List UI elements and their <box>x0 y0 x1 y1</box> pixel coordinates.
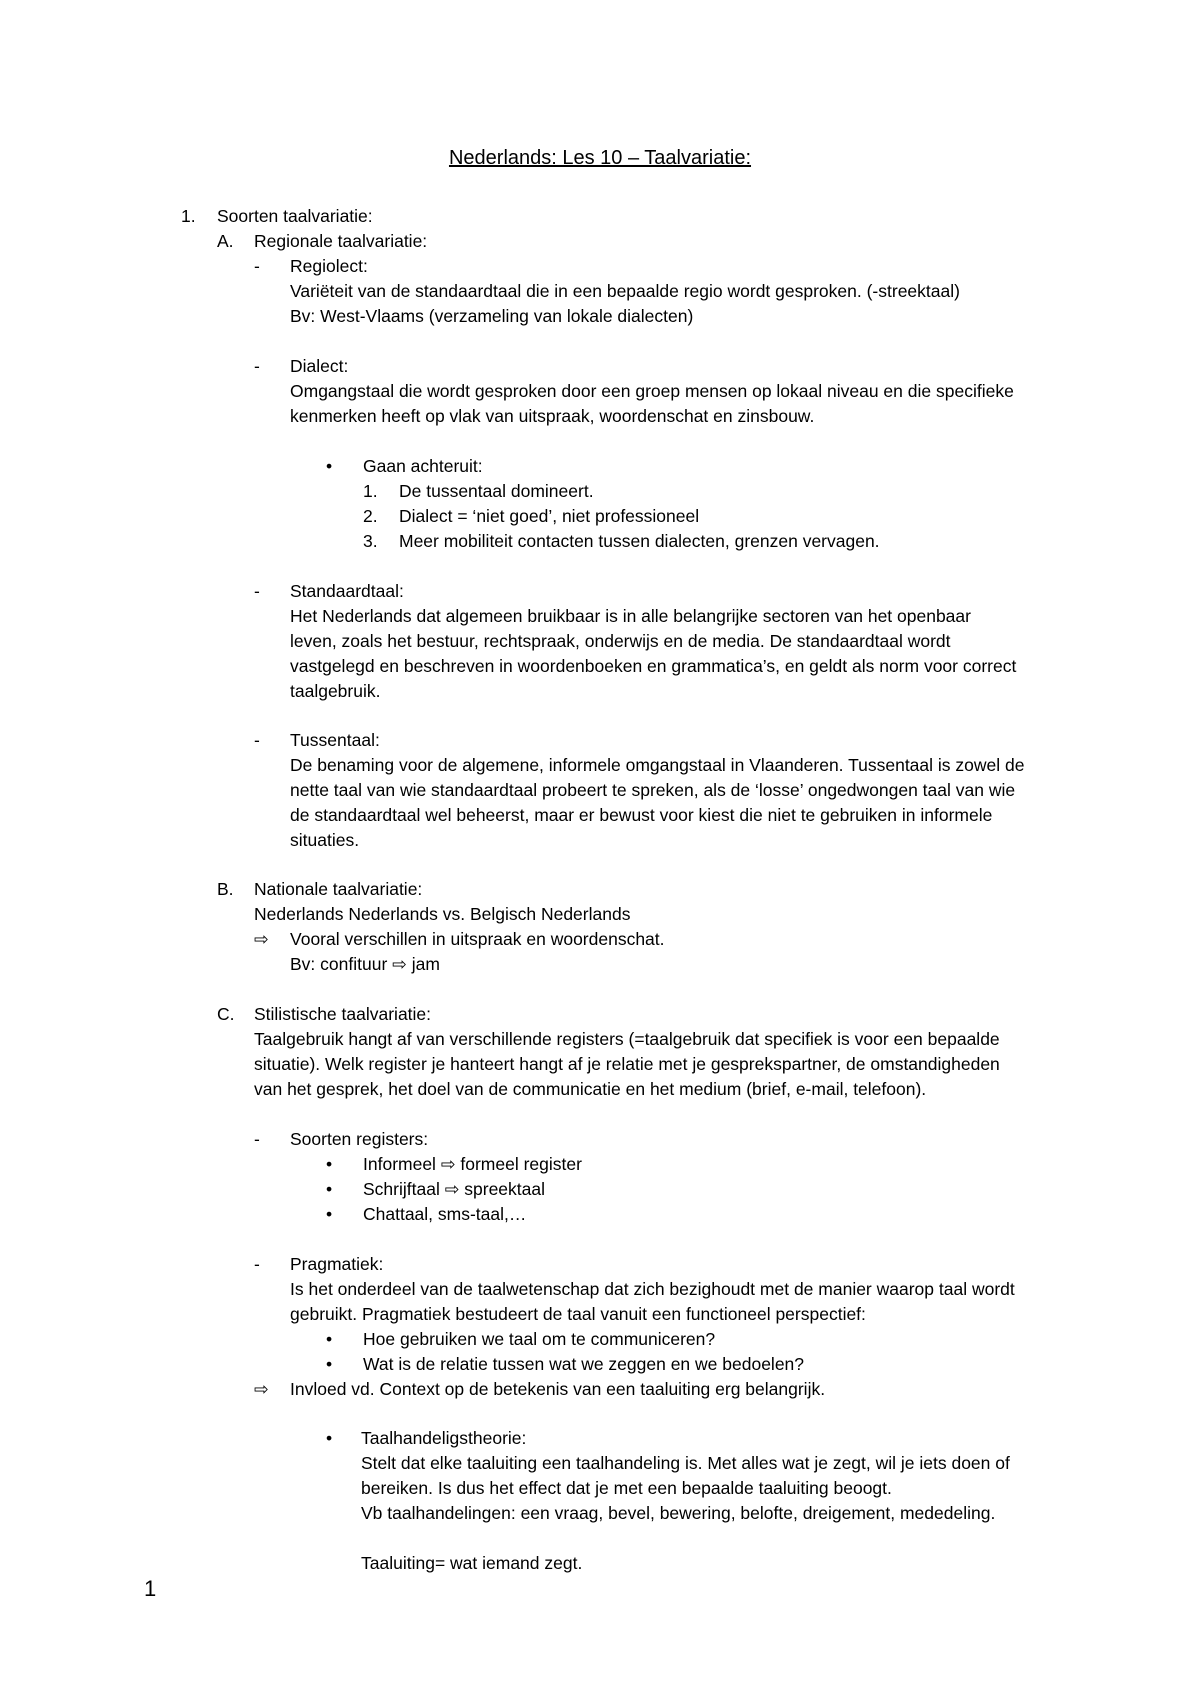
list-number: 2. <box>363 506 378 526</box>
dash-marker: - <box>254 581 260 601</box>
bullet-marker: • <box>326 1154 333 1174</box>
arrow-icon: ⇨ <box>254 929 269 949</box>
paragraph-line: Omgangstaal die wordt gesproken door een groep mensen op lokaal niveau en die specifieke <box>290 381 1014 401</box>
arrow-icon: ⇨ <box>254 1379 269 1399</box>
term-heading: Tussentaal: <box>290 730 380 750</box>
paragraph-line: De benaming voor de algemene, informele omgangstaal in Vlaanderen. Tussentaal is zowel de <box>290 755 1025 775</box>
subsection-heading: Regionale taalvariatie: <box>254 231 428 251</box>
paragraph-line: Bv: West-Vlaams (verzameling van lokale dialecten) <box>290 306 694 326</box>
list-number: 1. <box>363 481 378 501</box>
paragraph-line: Taalgebruik hangt af van verschillende registers (=taalgebruik dat specifiek is voor een bepaalde <box>254 1029 1000 1049</box>
paragraph-line: kenmerken heeft op vlak van uitspraak, woordenschat en zinsbouw. <box>290 406 815 426</box>
bullet-marker: • <box>326 1179 333 1199</box>
section-heading: Soorten taalvariatie: <box>217 206 373 226</box>
register-left: Schrijftaal <box>363 1179 440 1199</box>
list-item: Chattaal, sms-taal,… <box>363 1204 527 1224</box>
bullet-heading: Taalhandeligstheorie: <box>361 1428 527 1448</box>
bullet-marker: • <box>326 1354 333 1374</box>
page-number: 1 <box>144 1576 157 1601</box>
double-arrow-icon: ⇨ <box>444 1179 460 1199</box>
paragraph-line: nette taal van wie standaardtaal probeert te spreken, als de ‘losse’ ongedwongen taal van wie <box>290 780 1016 800</box>
dash-marker: - <box>254 1129 260 1149</box>
double-arrow-icon: ⇨ <box>392 954 407 974</box>
subsection-letter: A. <box>217 231 234 251</box>
dash-marker: - <box>254 1254 260 1274</box>
dash-marker: - <box>254 730 260 750</box>
list-item: De tussentaal domineert. <box>399 481 594 501</box>
paragraph-line: Variëteit van de standaardtaal die in een bepaalde regio wordt gesproken. (-streektaal) <box>290 281 960 301</box>
paragraph-line: taalgebruik. <box>290 681 381 701</box>
list-item: Wat is de relatie tussen wat we zeggen en we bedoelen? <box>363 1354 805 1374</box>
double-arrow-icon: ⇨ <box>440 1154 456 1174</box>
page-title: Nederlands: Les 10 – Taalvariatie: <box>448 147 752 169</box>
paragraph-line: Invloed vd. Context op de betekenis van een taaluiting erg belangrijk. <box>290 1379 826 1399</box>
list-item: Meer mobiliteit contacten tussen dialecten, grenzen vervagen. <box>399 531 880 551</box>
list-item: Hoe gebruiken we taal om te communiceren? <box>363 1329 716 1349</box>
list-item <box>363 1152 582 1177</box>
dash-marker: - <box>254 256 260 276</box>
paragraph-line: gebruikt. Pragmatiek bestudeert de taal vanuit een functioneel perspectief: <box>290 1304 866 1324</box>
section-number: 1. <box>181 206 196 226</box>
bullet-heading: Gaan achteruit: <box>363 456 483 476</box>
list-item: Dialect = ‘niet goed’, niet professioneel <box>399 506 700 526</box>
paragraph-line: de standaardtaal wel beheerst, maar er bewust voor kiest die niet te gebruiken in informele <box>290 805 993 825</box>
dash-marker: - <box>254 356 260 376</box>
register-right: formeel register <box>460 1154 582 1174</box>
paragraph-line: Taaluiting= wat iemand zegt. <box>361 1553 583 1573</box>
paragraph-line: Het Nederlands dat algemeen bruikbaar is in alle belangrijke sectoren van het openbaar <box>290 606 971 626</box>
subsection-heading: Stilistische taalvariatie: <box>254 1004 432 1024</box>
paragraph-line: Vooral verschillen in uitspraak en woordenschat. <box>290 929 665 949</box>
paragraph-line: leven, zoals het bestuur, rechtspraak, onderwijs en de media. De standaardtaal wordt <box>290 631 951 651</box>
paragraph-line: van het gesprek, het doel van de communicatie en het medium (brief, e-mail, telefoon). <box>254 1079 927 1099</box>
list-item <box>363 1177 545 1202</box>
example-line <box>290 952 440 977</box>
term-heading: Standaardtaal: <box>290 581 404 601</box>
paragraph-line: Stelt dat elke taaluiting een taalhandeling is. Met alles wat je zegt, wil je iets doen of <box>361 1453 1010 1473</box>
term-heading: Regiolect: <box>290 256 368 276</box>
subsection-letter: B. <box>217 879 234 899</box>
term-heading: Pragmatiek: <box>290 1254 384 1274</box>
paragraph-line: vastgelegd en beschreven in woordenboeken en grammatica’s, en geldt als norm voor correct <box>290 656 1017 676</box>
paragraph-line: Nederlands Nederlands vs. Belgisch Nederlands <box>254 904 631 924</box>
example-prefix: Bv: confituur <box>290 954 388 974</box>
bullet-marker: • <box>326 1428 333 1448</box>
register-left: Informeel <box>363 1154 436 1174</box>
term-heading: Soorten registers: <box>290 1129 429 1149</box>
subsection-heading: Nationale taalvariatie: <box>254 879 423 899</box>
paragraph-line: Is het onderdeel van de taalwetenschap dat zich bezighoudt met de manier waarop taal wordt <box>290 1279 1015 1299</box>
bullet-marker: • <box>326 456 333 476</box>
paragraph-line: Vb taalhandelingen: een vraag, bevel, bewering, belofte, dreigement, mededeling. <box>361 1503 996 1523</box>
paragraph-line: situatie). Welk register je hanteert hangt af je relatie met je gesprekspartner, de omstandigheden <box>254 1054 1000 1074</box>
term-heading: Dialect: <box>290 356 349 376</box>
example-suffix: jam <box>411 954 440 974</box>
register-right: spreektaal <box>464 1179 546 1199</box>
paragraph-line: situaties. <box>290 830 360 850</box>
subsection-letter: C. <box>217 1004 235 1024</box>
bullet-marker: • <box>326 1329 333 1349</box>
bullet-marker: • <box>326 1204 333 1224</box>
list-number: 3. <box>363 531 378 551</box>
paragraph-line: bereiken. Is dus het effect dat je met een bepaalde taaluiting beoogt. <box>361 1478 892 1498</box>
